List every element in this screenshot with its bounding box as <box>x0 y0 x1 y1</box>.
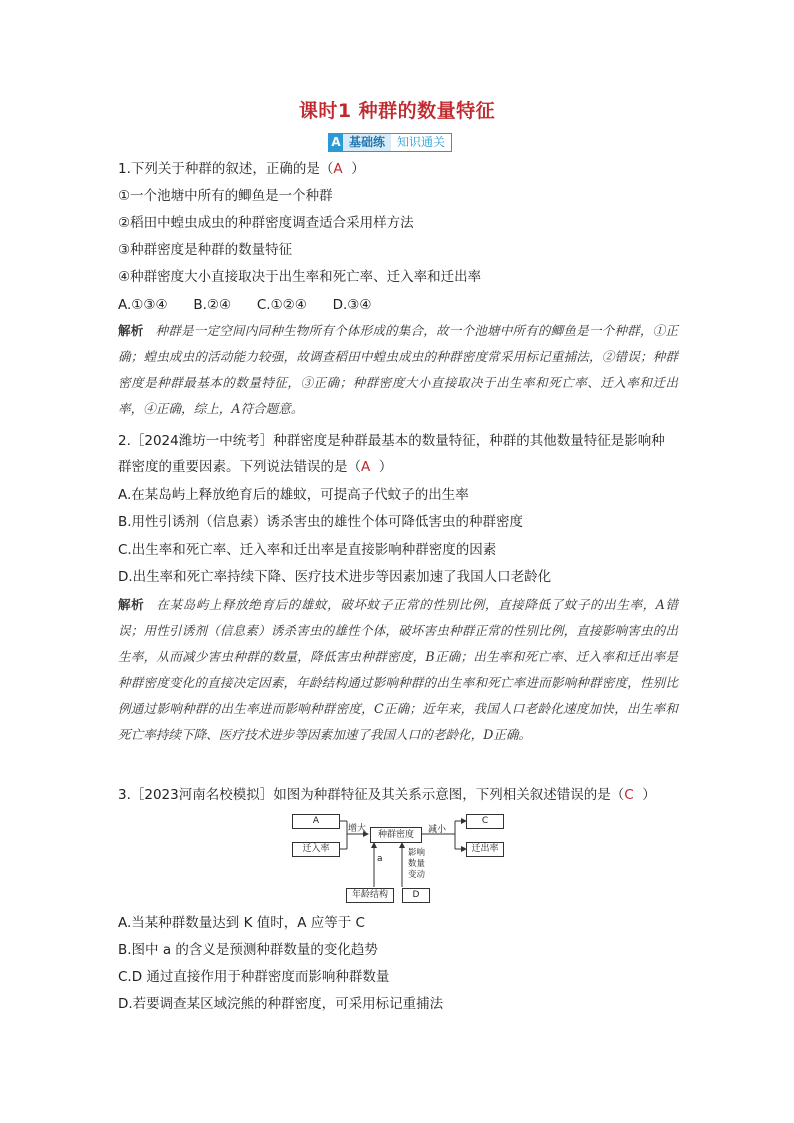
q3-stem: 3.［2023河南名校模拟］如图为种群特征及其关系示意图，下列相关叙述错误的是（C ） <box>118 787 656 803</box>
q1-item: ①一个池塘中所有的鲫鱼是一个种群 <box>118 188 333 204</box>
q1-item: ②稻田中蝗虫成虫的种群密度调查适合采用样方法 <box>118 215 414 231</box>
q1-item: ④种群密度大小直接取决于出生率和死亡率、迁入率和迁出率 <box>118 269 482 285</box>
q2-stem-line1: 2.［2024潍坊一中统考］种群密度是种群最基本的数量特征，种群的其他数量特征是影响种 <box>118 433 665 449</box>
badge-label: 基础练 <box>343 134 391 151</box>
q2-option: B.用性引诱剂（信息素）诱杀害虫的雄性个体可降低害虫的种群密度 <box>118 514 524 530</box>
q3-answer: C <box>624 787 634 803</box>
q1-explanation: 解析 种群是一定空间内同种生物所有个体形成的集合，故一个池塘中所有的鲫鱼是一个种群，①正确；蝗虫成虫的活动能力较强，故调查稻田中蝗虫成虫的种群密度常采用标记重捕法，②错误；种群密度是种群最基本的数量特征，③正确；种群密度大小直接取决于出生率和死亡率、迁入率和迁出率，④正确，综上，A符合题意。 <box>118 323 679 416</box>
q1-stem: 1.下列关于种群的叙述，正确的是（A ） <box>118 161 365 177</box>
q3-option: D.若要调查某区域浣熊的种群密度，可采用标记重捕法 <box>118 996 444 1012</box>
page-title: 课时1 种群的数量特征 <box>298 100 496 122</box>
q1-answer: A <box>333 161 343 177</box>
q2-option: D.出生率和死亡率持续下降、医疗技术进步等因素加速了我国人口老龄化 <box>118 569 552 585</box>
box-age-structure: 年龄结构 <box>346 888 394 903</box>
q1-explanation-label: 解析 <box>118 323 144 338</box>
q2-answer: A <box>361 459 371 475</box>
badge-sub: 知识通关 <box>391 134 451 151</box>
box-population-density: 种群密度 <box>370 827 422 843</box>
label-a: a <box>377 854 383 864</box>
q2-explanation: 解析 在某岛屿上释放绝育后的雄蚊，破坏蚊子正常的性别比例，直接降低了蚊子的出生率，A错误；用性引诱剂（信息素）诱杀害虫的雄性个体，破坏害虫种群正常的性别比例，直接影响害虫的出生率，从而减少害虫种群的数量，降低害虫种群密度，B正确；出生率和死亡率、迁入率和迁出率是种群密度变化的直接决定因素，年龄结构通过影响种群的出生率和死亡率进而影响种群密度，性别比例通过影响种群的出生率进而影响种群密度，C正确；近年来，我国人口老龄化速度加快，出生率和死亡率持续下降、医疗技术进步等因素加速了我国人口的老龄化，D正确。 <box>118 597 678 742</box>
label-influence: 影响 数量 变动 <box>408 848 426 880</box>
box-a: A <box>292 814 340 829</box>
level-badge <box>328 133 452 152</box>
badge-letter: A <box>329 134 343 151</box>
q2-option: A.在某岛屿上释放绝育后的雄蚊，可提高子代蚊子的出生率 <box>118 487 469 503</box>
q2-option: C.出生率和死亡率、迁入率和迁出率是直接影响种群密度的因素 <box>118 542 497 558</box>
population-diagram <box>290 812 505 904</box>
q3-option: B.图中 a 的含义是预测种群数量的变化趋势 <box>118 942 378 958</box>
box-immigration: 迁入率 <box>292 842 340 857</box>
q3-option: A.当某种群数量达到 K 值时，A 应等于 C <box>118 915 365 931</box>
box-c: C <box>466 814 504 829</box>
box-d: D <box>402 888 430 903</box>
box-emigration: 迁出率 <box>466 842 504 857</box>
q2-stem-line2: 群密度的重要因素。下列说法错误的是（A ） <box>118 459 393 475</box>
q3-option: C.D 通过直接作用于种群密度而影响种群数量 <box>118 969 390 985</box>
label-decrease: 减小 <box>428 825 447 835</box>
q2-explanation-label: 解析 <box>118 597 145 612</box>
q1-options: A.①③④ B.②④ C.①②④ D.③④ <box>118 297 372 313</box>
label-increase: 增大 <box>348 824 367 834</box>
q1-item: ③种群密度是种群的数量特征 <box>118 242 293 258</box>
